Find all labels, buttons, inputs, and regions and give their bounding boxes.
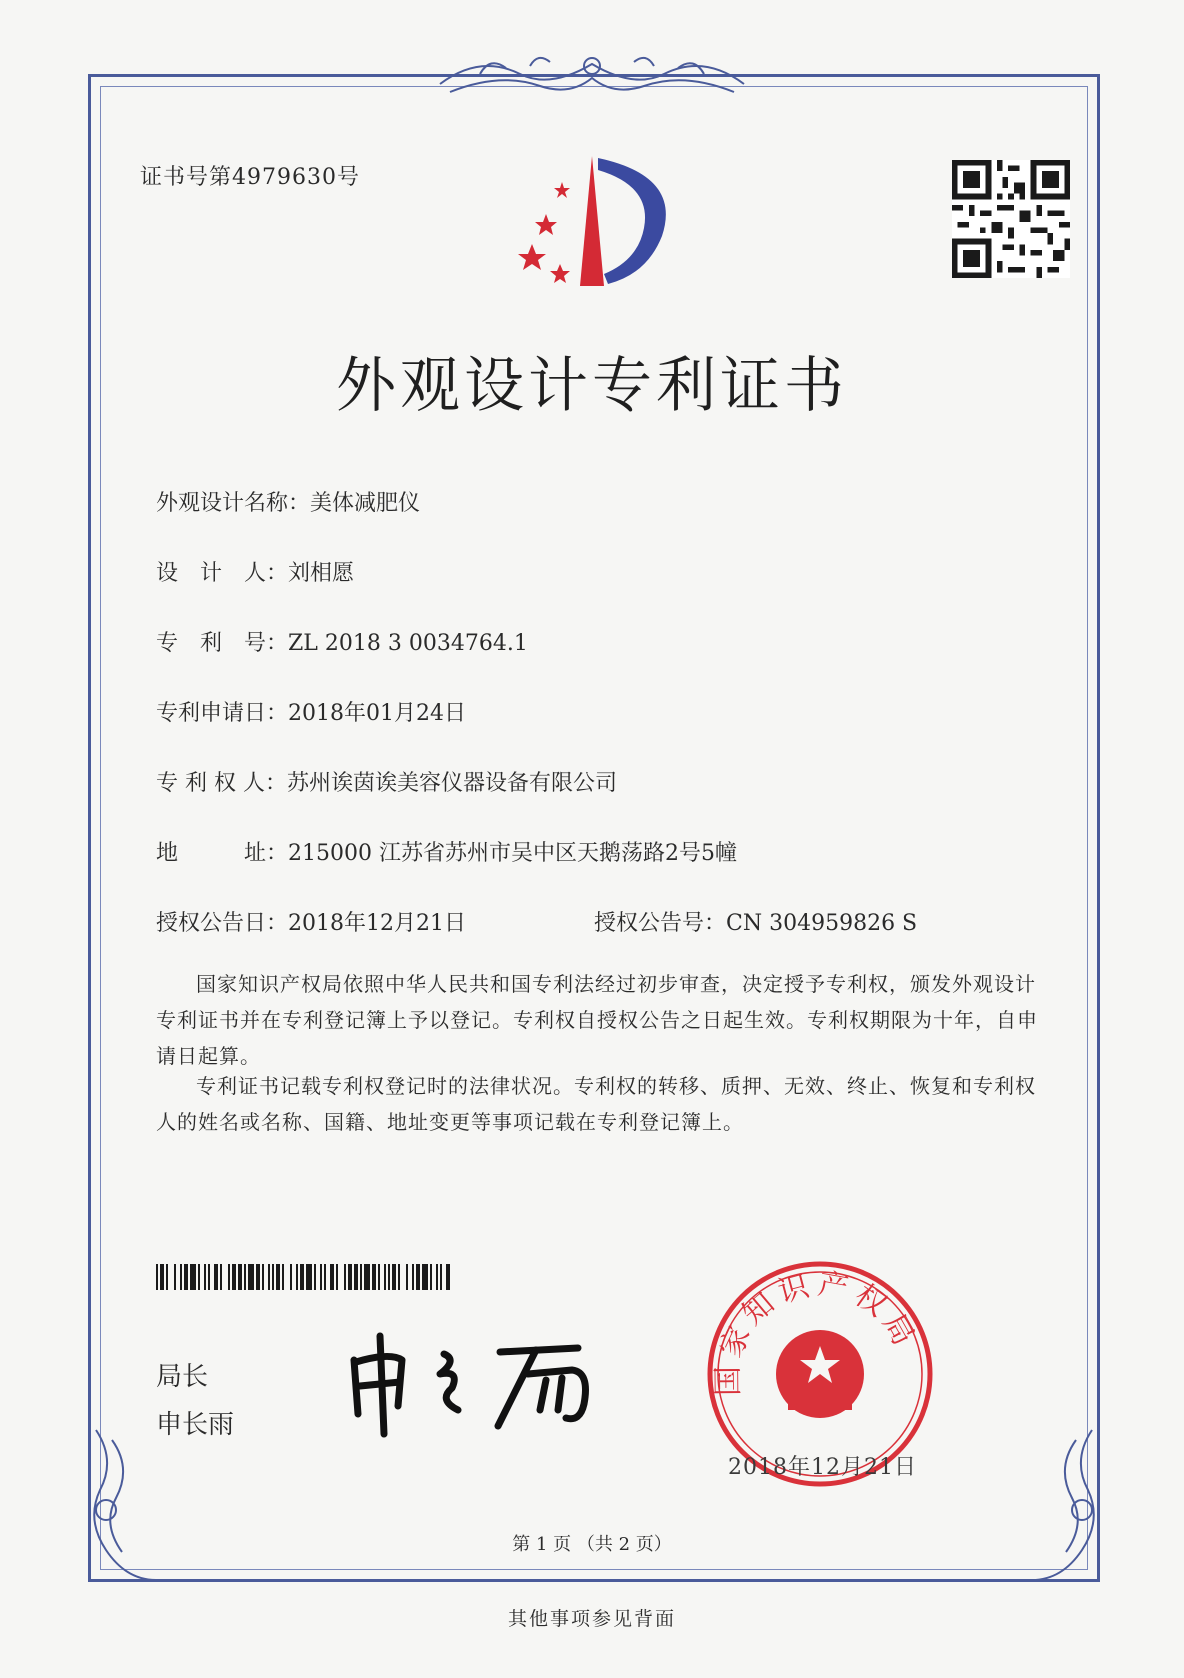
page-number: 第 1 页 （共 2 页） xyxy=(512,1534,672,1555)
patentee-label: 专 利 权 人： xyxy=(156,771,287,796)
patentee-value: 苏州诶茵诶美容仪器设备有限公司 xyxy=(286,771,617,796)
barcode xyxy=(156,1264,452,1290)
certificate-title: 外观设计专利证书 xyxy=(336,351,848,421)
top-ornament-icon xyxy=(420,44,764,104)
patent-office-emblem-icon xyxy=(512,156,692,296)
designer-row xyxy=(156,556,354,587)
seal-date: 2018年12月21日 xyxy=(728,1455,917,1480)
seal-text: 国家知识产权局 xyxy=(710,1266,924,1397)
legal-status-paragraph: 专利证书记载专利权登记时的法律状况。专利权的转移、质押、无效、终止、恢复和专利权人的姓名或名称、国籍、地址变更等事项记载在专利登记簿上。 xyxy=(156,1074,1036,1134)
grant-number-label: 授权公告号： xyxy=(594,911,727,936)
patentee-row xyxy=(156,766,617,797)
patent-number-value: ZL 2018 3 0034764.1 xyxy=(288,631,528,656)
grant-number-value: CN 304959826 S xyxy=(726,911,918,936)
grant-date-value: 2018年12月21日 xyxy=(288,911,466,936)
address-label: 地 址： xyxy=(156,841,289,866)
qr-code xyxy=(952,160,1070,278)
grant-date-label: 授权公告日： xyxy=(156,911,289,936)
director-signature xyxy=(340,1330,620,1440)
designer-value: 刘相愿 xyxy=(288,561,355,586)
grant-statement-paragraph: 国家知识产权局依照中华人民共和国专利法经过初步审查，决定授予专利权，颁发外观设计专利证书并在专利登记簿上予以登记。专利权自授权公告之日起生效。专利权期限为十年，自申请日起算。 xyxy=(156,972,1038,1068)
footer-note: 其他事项参见背面 xyxy=(507,1608,676,1630)
design-name-label: 外观设计名称： xyxy=(156,491,311,516)
certificate-number: 证书号第4979630号 xyxy=(140,165,360,190)
address-value: 215000 江苏省苏州市吴中区天鹅荡路2号5幢 xyxy=(288,841,737,866)
design-name-row xyxy=(156,486,420,517)
patent-number-row xyxy=(156,626,528,657)
director-title: 局长 xyxy=(156,1362,209,1392)
designer-label: 设 计 人： xyxy=(156,561,289,586)
application-date-row xyxy=(156,696,466,727)
application-date-value: 2018年01月24日 xyxy=(288,701,466,726)
design-name-value: 美体减肥仪 xyxy=(310,491,421,516)
address-row xyxy=(156,836,737,867)
grant-date-row xyxy=(156,906,466,937)
director-name: 申长雨 xyxy=(156,1410,235,1440)
grant-number-row xyxy=(594,906,917,937)
bottom-left-ornament-icon xyxy=(76,1420,166,1590)
patent-number-label: 专 利 号： xyxy=(156,631,289,656)
bottom-right-ornament-icon xyxy=(1022,1420,1112,1590)
application-date-label: 专利申请日： xyxy=(156,701,289,726)
